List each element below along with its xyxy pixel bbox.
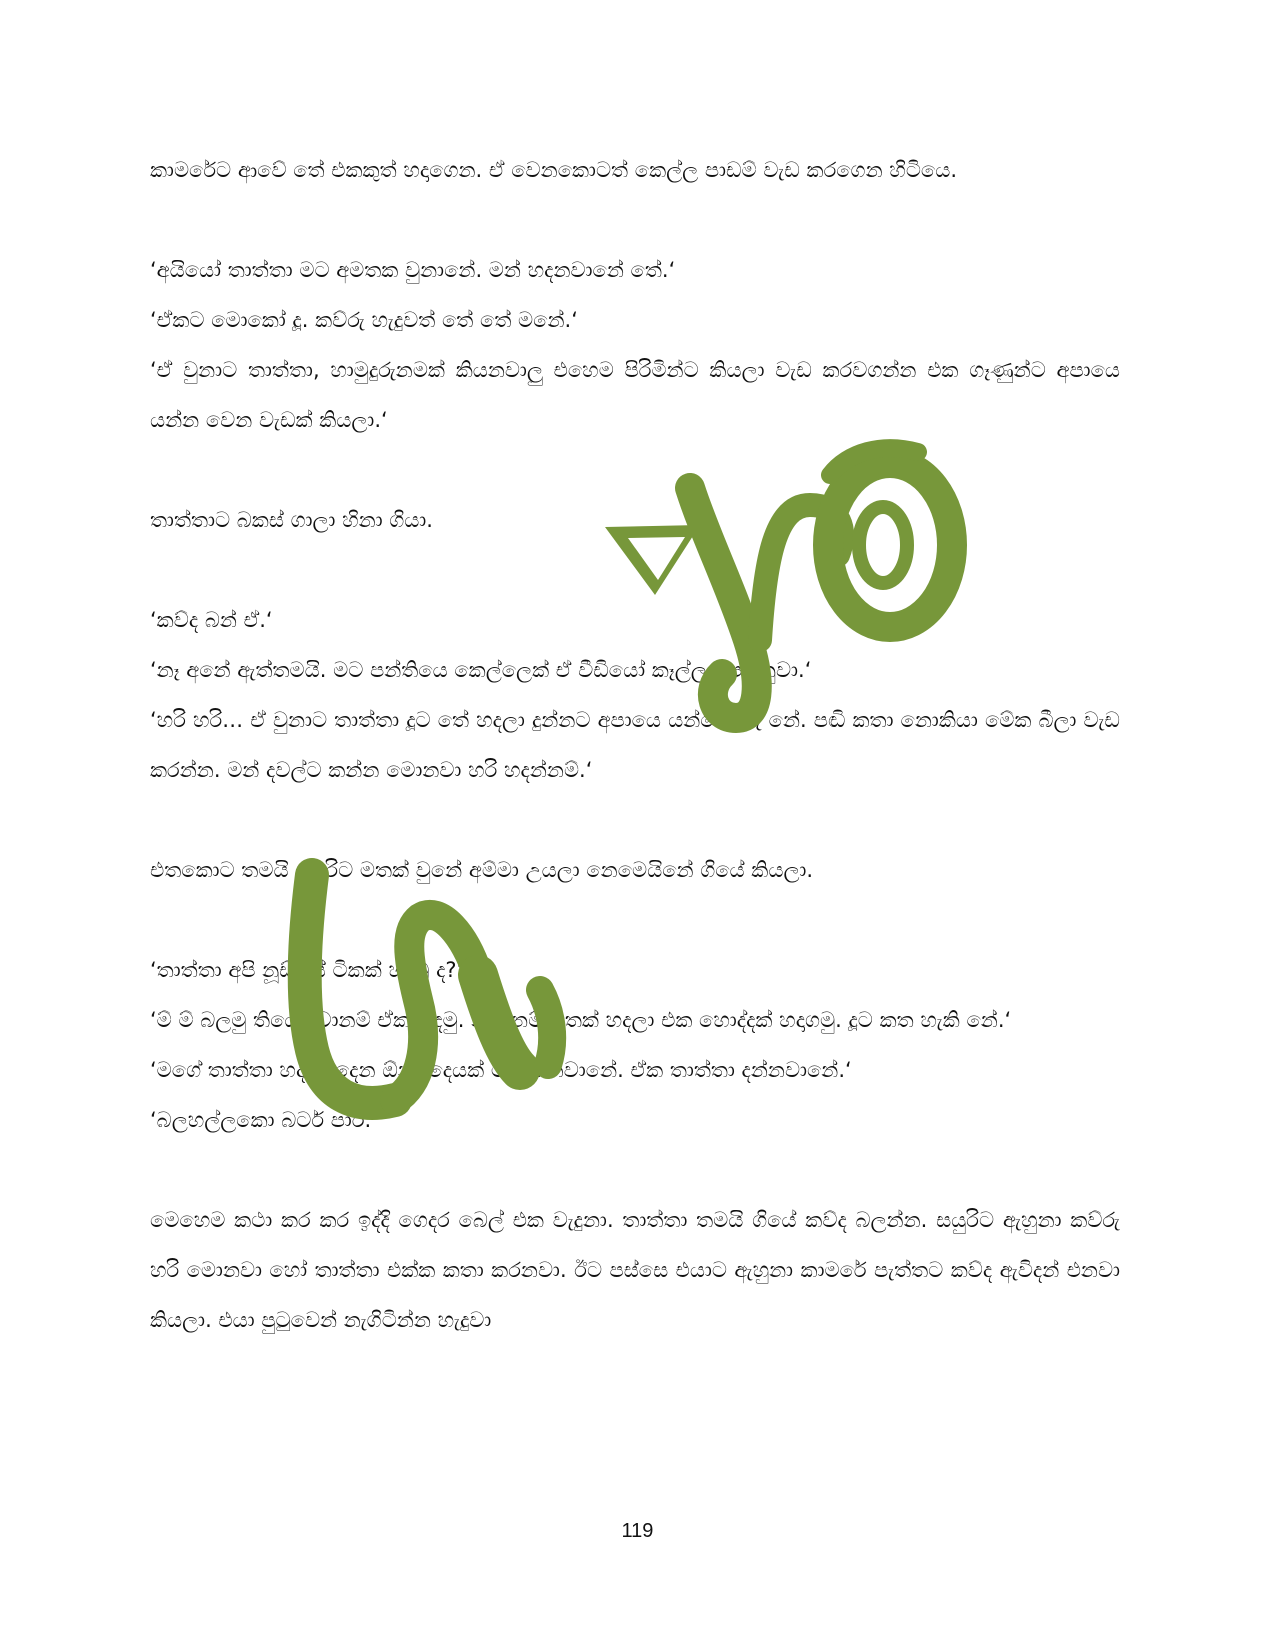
paragraph-gap [150,195,1120,245]
paragraph: තාත්තාට බකස් ගාලා හිනා ගියා. [150,508,433,532]
body-text [150,145,1120,1345]
paragraph: ‘කව්ද බන් ඒ.‘ [150,608,273,632]
paragraph: ‘මගේ තාත්තා හදලා දෙන ඕනා දෙයක් මන් කනවානේ. ඒක තාත්තා දන්නවානේ.‘ [150,1058,852,1082]
paragraph-gap [150,1145,1120,1195]
paragraph: ‘ඒකට මොකෝ දූ. කව්රු හැදුවත් තේ තේ මනේ.‘ [150,308,578,332]
paragraph: එතකොට තමයි සයුරිට මතක් වුනේ අම්මා උයලා නෙමෙයිනේ ගියේ කියලා. [150,858,814,882]
paragraph: ‘තාත්තා අපි නූඩ්ල්ස් ටිකක් හදමු ද?‘ [150,958,464,982]
paragraph-gap [150,445,1120,495]
paragraph: ‘හරි හරි… ඒ වුනාට තාත්තා දූට තේ හදලා දුන්නට අපායෙ යන්නෙ නෑ නේ. පඬි කතා නොකියා මේක බීලා වැඩ කරන්න. මන් දවල්ට කන්න මොනවා හරි හදන්නම්.‘ [150,708,1120,782]
paragraph: ‘ඒ වුනාට තාත්තා, හාමුදුරුනමක් කියනවාලු එහෙම පිරිමින්ට කියලා වැඩ කරවගන්න එක ගෑණුන්ට අපායෙ යන්න වෙන වැඩක් කියලා.‘ [150,358,1120,432]
paragraph: ‘නෑ අනේ ඇත්තමයි. මට පන්තියෙ කෙල්ලෙක් ඒ වීඩියෝ කෑල්ල පෙන්නුවා.‘ [150,658,812,682]
page-number: 119 [621,1520,654,1542]
paragraph: මෙහෙම කථා කර කර ඉද්දි ගෙදර බෙල් එක වැදුනා. තාත්තා තමයි ගියේ කව්ද බලන්න. සයුරිට ඇහුනා කව්රු හරි මොනවා හෝ තාත්තා එක්ක කතා කරනවා. ඊට පස්සෙ එයාට ඇහුනා කාමරේ පැත්තට කව්ද ඇවිදන් එනවා කියලා. එයා පුටුවෙන් නැගිටින්න හැදුවා [150,1208,1120,1332]
paragraph-gap [150,795,1120,845]
paragraph: කාමරේට ආවේ තේ එකකුත් හදාගෙන. ඒ වෙනකොටත් කෙල්ල පාඩම් වැඩ කරගෙන හිටියෙ. [150,158,957,182]
paragraph-gap [150,895,1120,945]
paragraph: ‘අයියෝ තාත්තා මට අමතක වුනානේ. මන් හදනවානේ තේ.‘ [150,258,676,282]
paragraph: ‘බලහල්ලකො බටර් පාර.‘ [150,1108,378,1132]
paragraph: ‘ම් ම් බලමු තියෙනවානම් ඒක හදමු. නැත්නම් බතක් හදලා එක හොද්දක් හදාගමු. දූට කත හැකි නේ.‘ [150,1008,1012,1032]
paragraph-gap [150,545,1120,595]
